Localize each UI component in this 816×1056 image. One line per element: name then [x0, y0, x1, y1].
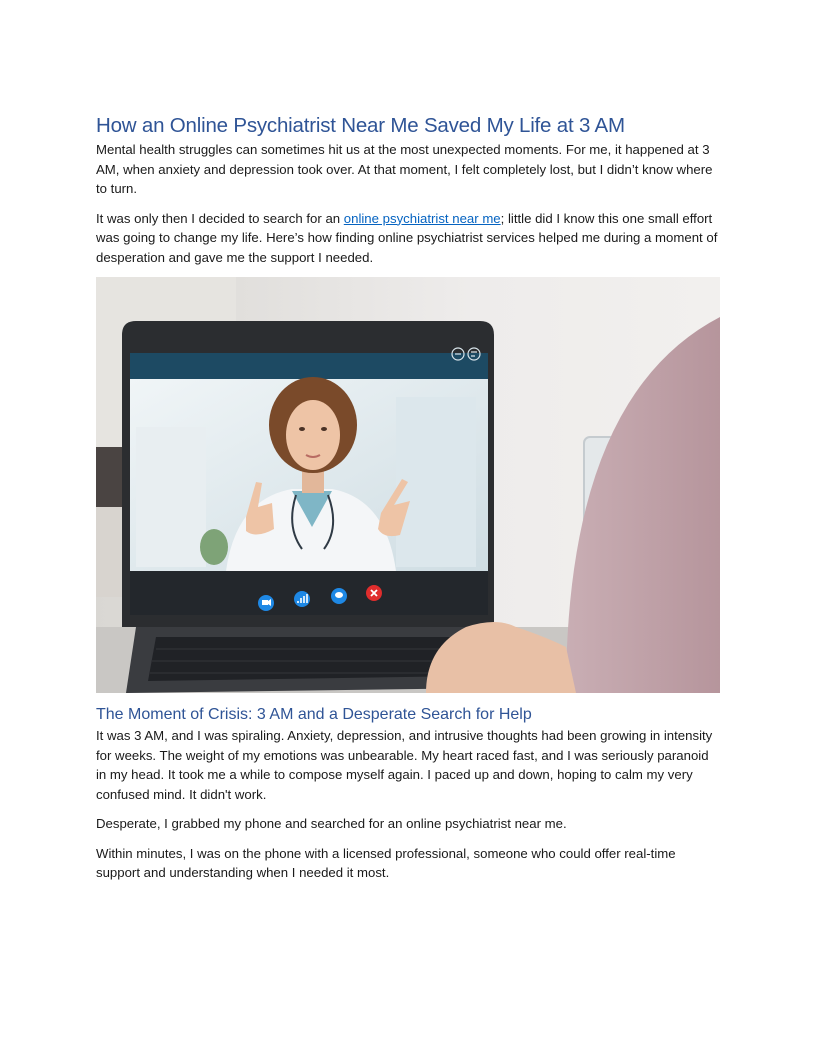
- online-psychiatrist-link[interactable]: online psychiatrist near me: [343, 210, 501, 226]
- document-page: [96, 112, 720, 893]
- search-paragraph-tail: ; little did I know this one small effort was going to change my life. Here’s how finding online psychiatrist services helped me during a moment of desperation and gave me the support I needed.: [96, 210, 718, 265]
- intro-paragraph: Mental health struggles can sometimes hit us at the most unexpected moments. For me, it happened at 3 AM, when anxiety and depression took over. At that moment, I felt completely lost, but I didn’t know where to turn.: [96, 142, 713, 196]
- search-paragraph: [96, 209, 720, 268]
- telehealth-photo: [96, 277, 720, 693]
- search-paragraph-lead: It was only then I decided to search for an: [96, 210, 344, 226]
- article-title: How an Online Psychiatrist Near Me Saved My Life at 3 AM: [96, 114, 625, 137]
- call-header-bar: [130, 353, 488, 379]
- crisis-paragraph: It was 3 AM, and I was spiraling. Anxiety, depression, and intrusive thoughts had been growing in intensity for weeks. The weight of my emotions was unbearable. My heart raced fast, and I was seriously paranoid in my head. It took me a while to compose myself again. I paced up and down, hoping to calm my very confused mind. It didn't work.: [96, 728, 713, 802]
- search-action-paragraph: Desperate, I grabbed my phone and searched for an online psychiatrist near me.: [96, 816, 567, 831]
- support-paragraph: Within minutes, I was on the phone with a licensed professional, someone who could offer real-time support and understanding when I needed it most.: [96, 845, 676, 880]
- section-heading: The Moment of Crisis: 3 AM and a Desperate Search for Help: [96, 706, 532, 723]
